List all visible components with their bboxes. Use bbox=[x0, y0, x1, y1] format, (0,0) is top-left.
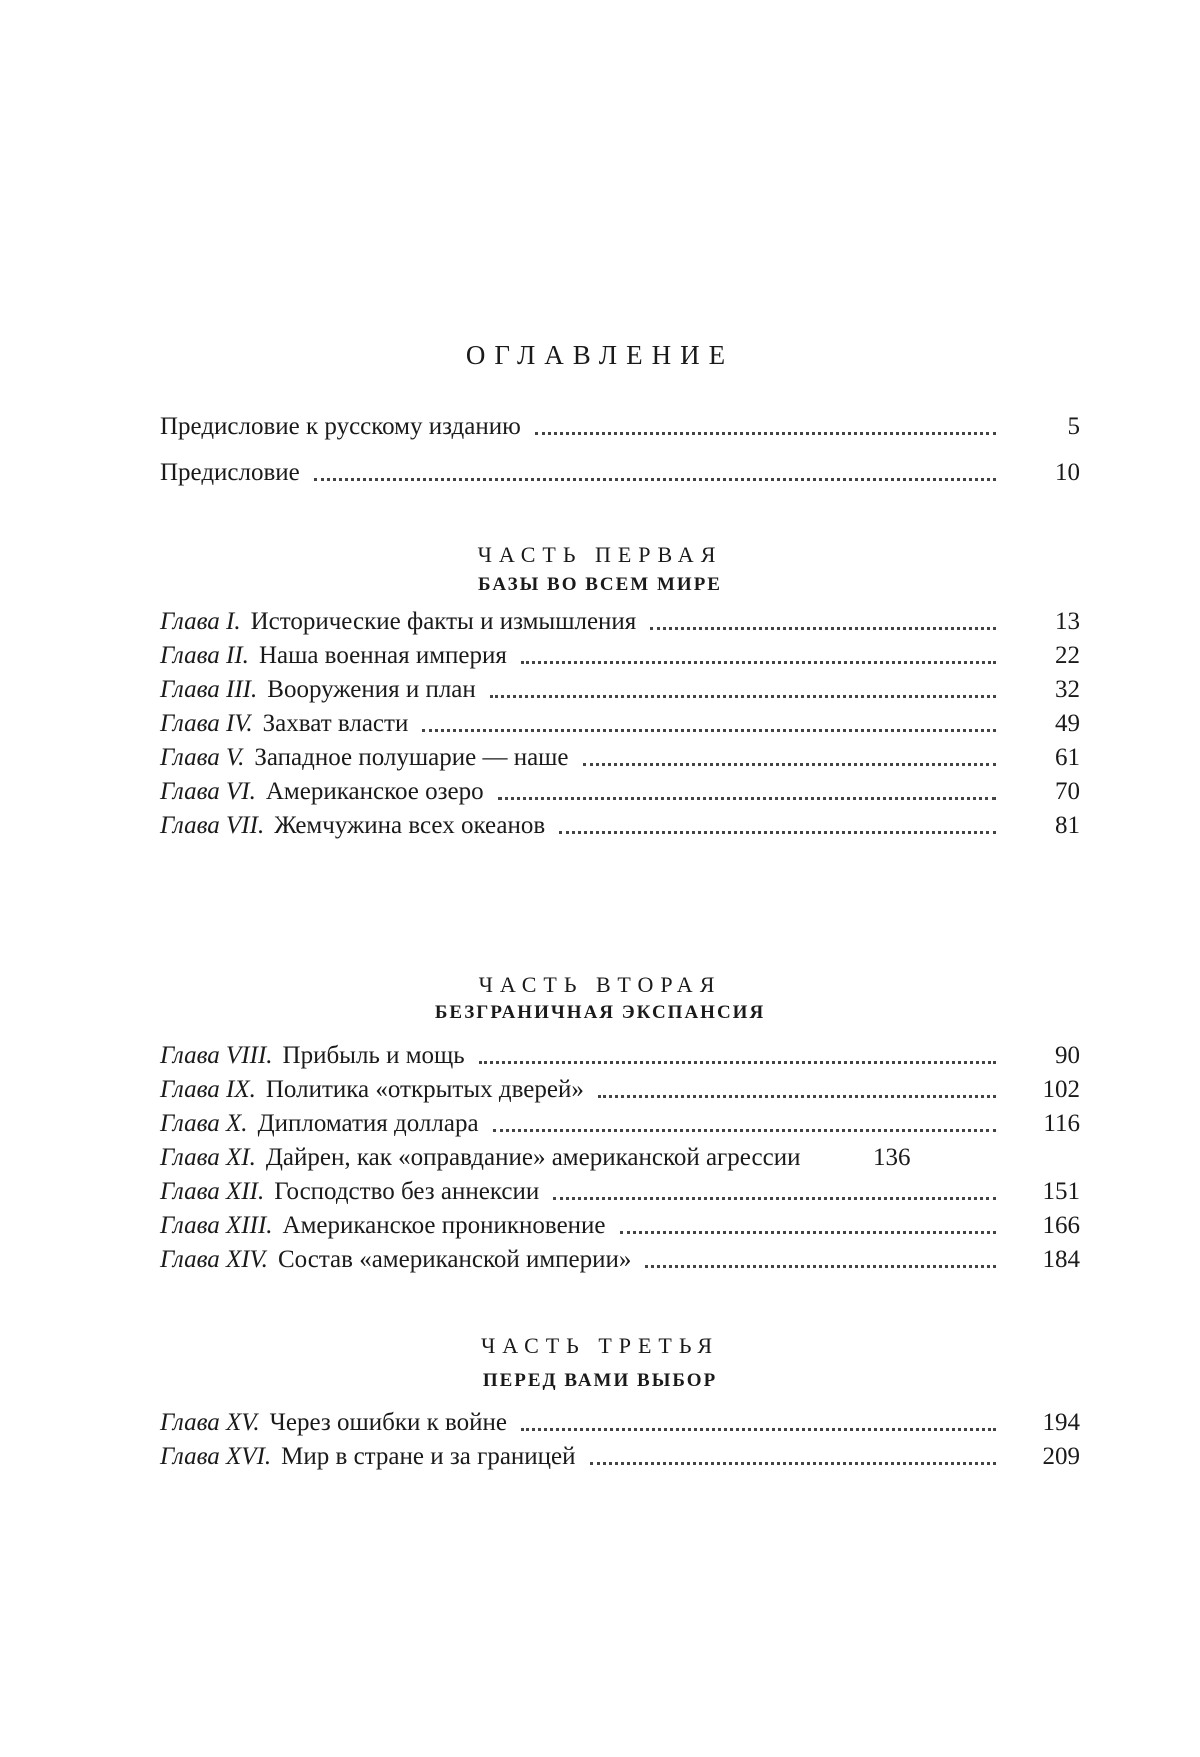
toc-entry-chapter bbox=[160, 1406, 1080, 1440]
toc-entry-chapter bbox=[160, 1107, 1080, 1141]
toc-entry-chapter bbox=[160, 707, 1080, 741]
entry-text: Исторические факты и измышления bbox=[250, 608, 637, 635]
entry-page: 136 bbox=[872, 1144, 911, 1171]
dot-leader bbox=[535, 431, 996, 435]
toc-entry-chapter bbox=[160, 1440, 1080, 1474]
dot-leader bbox=[590, 1461, 996, 1465]
entry-page: 90 bbox=[1055, 1042, 1080, 1069]
entry-text: Западное полушарие — наше bbox=[254, 744, 569, 771]
dot-leader bbox=[314, 477, 996, 481]
chapter-number: Глава III. bbox=[160, 676, 258, 703]
chapter-number: Глава XV. bbox=[160, 1409, 260, 1436]
entry-page: 5 bbox=[1067, 413, 1080, 440]
dot-leader bbox=[521, 1427, 996, 1431]
dot-leader bbox=[583, 762, 996, 766]
entry-text: Дипломатия доллара bbox=[257, 1110, 479, 1137]
entry-text: Мир в стране и за границей bbox=[281, 1443, 576, 1470]
toc-entry-front-1 bbox=[160, 410, 1080, 444]
toc-entry-chapter bbox=[160, 673, 1080, 707]
dot-leader bbox=[498, 796, 996, 800]
toc-entry-chapter bbox=[160, 1073, 1080, 1107]
chapter-number: Глава VIII. bbox=[160, 1042, 273, 1069]
part-title-1: БАЗЫ ВО ВСЕМ МИРЕ bbox=[478, 574, 722, 595]
dot-leader bbox=[422, 728, 996, 732]
entry-text: Вооружения и план bbox=[267, 676, 476, 703]
dot-leader bbox=[479, 1060, 996, 1064]
chapter-number: Глава I. bbox=[160, 608, 241, 635]
toc-entry-chapter bbox=[160, 809, 1080, 843]
entry-text: Предисловие к русскому изданию bbox=[160, 413, 521, 440]
chapter-number: Глава V. bbox=[160, 744, 245, 771]
dot-leader bbox=[521, 660, 996, 664]
dot-leader bbox=[493, 1128, 996, 1132]
chapter-number: Глава VI. bbox=[160, 778, 256, 805]
toc-entry-chapter bbox=[160, 1141, 1080, 1175]
toc-title: ОГЛАВЛЕНИЕ bbox=[465, 340, 735, 370]
chapter-number: Глава XII. bbox=[160, 1178, 265, 1205]
toc-entry-chapter bbox=[160, 1039, 1080, 1073]
entry-text: Через ошибки к войне bbox=[269, 1409, 507, 1436]
entry-page: 61 bbox=[1055, 744, 1080, 771]
entry-page: 32 bbox=[1055, 676, 1080, 703]
dot-leader bbox=[598, 1094, 996, 1098]
part-label-2: ЧАСТЬ ВТОРАЯ bbox=[478, 972, 722, 997]
dot-leader bbox=[645, 1264, 996, 1268]
part-label-1: ЧАСТЬ ПЕРВАЯ bbox=[477, 542, 723, 567]
entry-text: Жемчужина всех океанов bbox=[274, 812, 546, 839]
entry-text: Американское проникновение bbox=[282, 1212, 606, 1239]
entry-page: 116 bbox=[1043, 1110, 1080, 1137]
entry-page: 166 bbox=[1042, 1212, 1080, 1239]
dot-leader bbox=[490, 694, 996, 698]
entry-text: Прибыль и мощь bbox=[282, 1042, 465, 1069]
chapter-number: Глава XIII. bbox=[160, 1212, 273, 1239]
toc-entry-chapter bbox=[160, 741, 1080, 775]
chapter-number: Глава XI. bbox=[160, 1144, 256, 1171]
entry-page: 13 bbox=[1055, 608, 1080, 635]
entry-text: Господство без аннексии bbox=[274, 1178, 540, 1205]
entry-text: Наша военная империя bbox=[258, 642, 507, 669]
entry-text: Дайрен, как «оправдание» американской агрессии bbox=[265, 1144, 801, 1171]
toc-entry-chapter bbox=[160, 1175, 1080, 1209]
entry-page: 22 bbox=[1055, 642, 1080, 669]
dot-leader bbox=[650, 626, 996, 630]
entry-text: Американское озеро bbox=[265, 778, 484, 805]
dot-leader bbox=[620, 1230, 996, 1234]
toc-entry-chapter bbox=[160, 1243, 1080, 1277]
entry-page: 194 bbox=[1042, 1409, 1080, 1436]
part-label-3: ЧАСТЬ ТРЕТЬЯ bbox=[480, 1333, 720, 1358]
toc-entry-front-2 bbox=[160, 456, 1080, 490]
toc-entry-chapter bbox=[160, 775, 1080, 809]
entry-page: 151 bbox=[1042, 1178, 1080, 1205]
entry-text: Захват власти bbox=[262, 710, 409, 737]
entry-page: 209 bbox=[1042, 1443, 1080, 1470]
entry-page: 49 bbox=[1055, 710, 1080, 737]
part-title-3: ПЕРЕД ВАМИ ВЫБОР bbox=[482, 1370, 718, 1391]
chapter-number: Глава VII. bbox=[160, 812, 265, 839]
entry-page: 184 bbox=[1042, 1246, 1080, 1273]
dot-leader bbox=[559, 830, 996, 834]
chapter-number: Глава XIV. bbox=[160, 1246, 268, 1273]
entry-text: Предисловие bbox=[160, 459, 300, 486]
entry-text: Политика «открытых дверей» bbox=[265, 1076, 584, 1103]
entry-page: 81 bbox=[1055, 812, 1080, 839]
entry-page: 10 bbox=[1055, 459, 1080, 486]
chapter-number: Глава XVI. bbox=[160, 1443, 272, 1470]
entry-page: 102 bbox=[1042, 1076, 1080, 1103]
chapter-number: Глава IV. bbox=[160, 710, 253, 737]
toc-entry-chapter bbox=[160, 605, 1080, 639]
entry-text: Состав «американской империи» bbox=[277, 1246, 632, 1273]
toc-entry-chapter bbox=[160, 1209, 1080, 1243]
dot-leader bbox=[553, 1196, 996, 1200]
chapter-number: Глава IX. bbox=[160, 1076, 256, 1103]
entry-page: 70 bbox=[1055, 778, 1080, 805]
chapter-number: Глава II. bbox=[160, 642, 249, 669]
chapter-number: Глава X. bbox=[160, 1110, 248, 1137]
part-title-2: БЕЗГРАНИЧНАЯ ЭКСПАНСИЯ bbox=[434, 1002, 766, 1023]
toc-entry-chapter bbox=[160, 639, 1080, 673]
